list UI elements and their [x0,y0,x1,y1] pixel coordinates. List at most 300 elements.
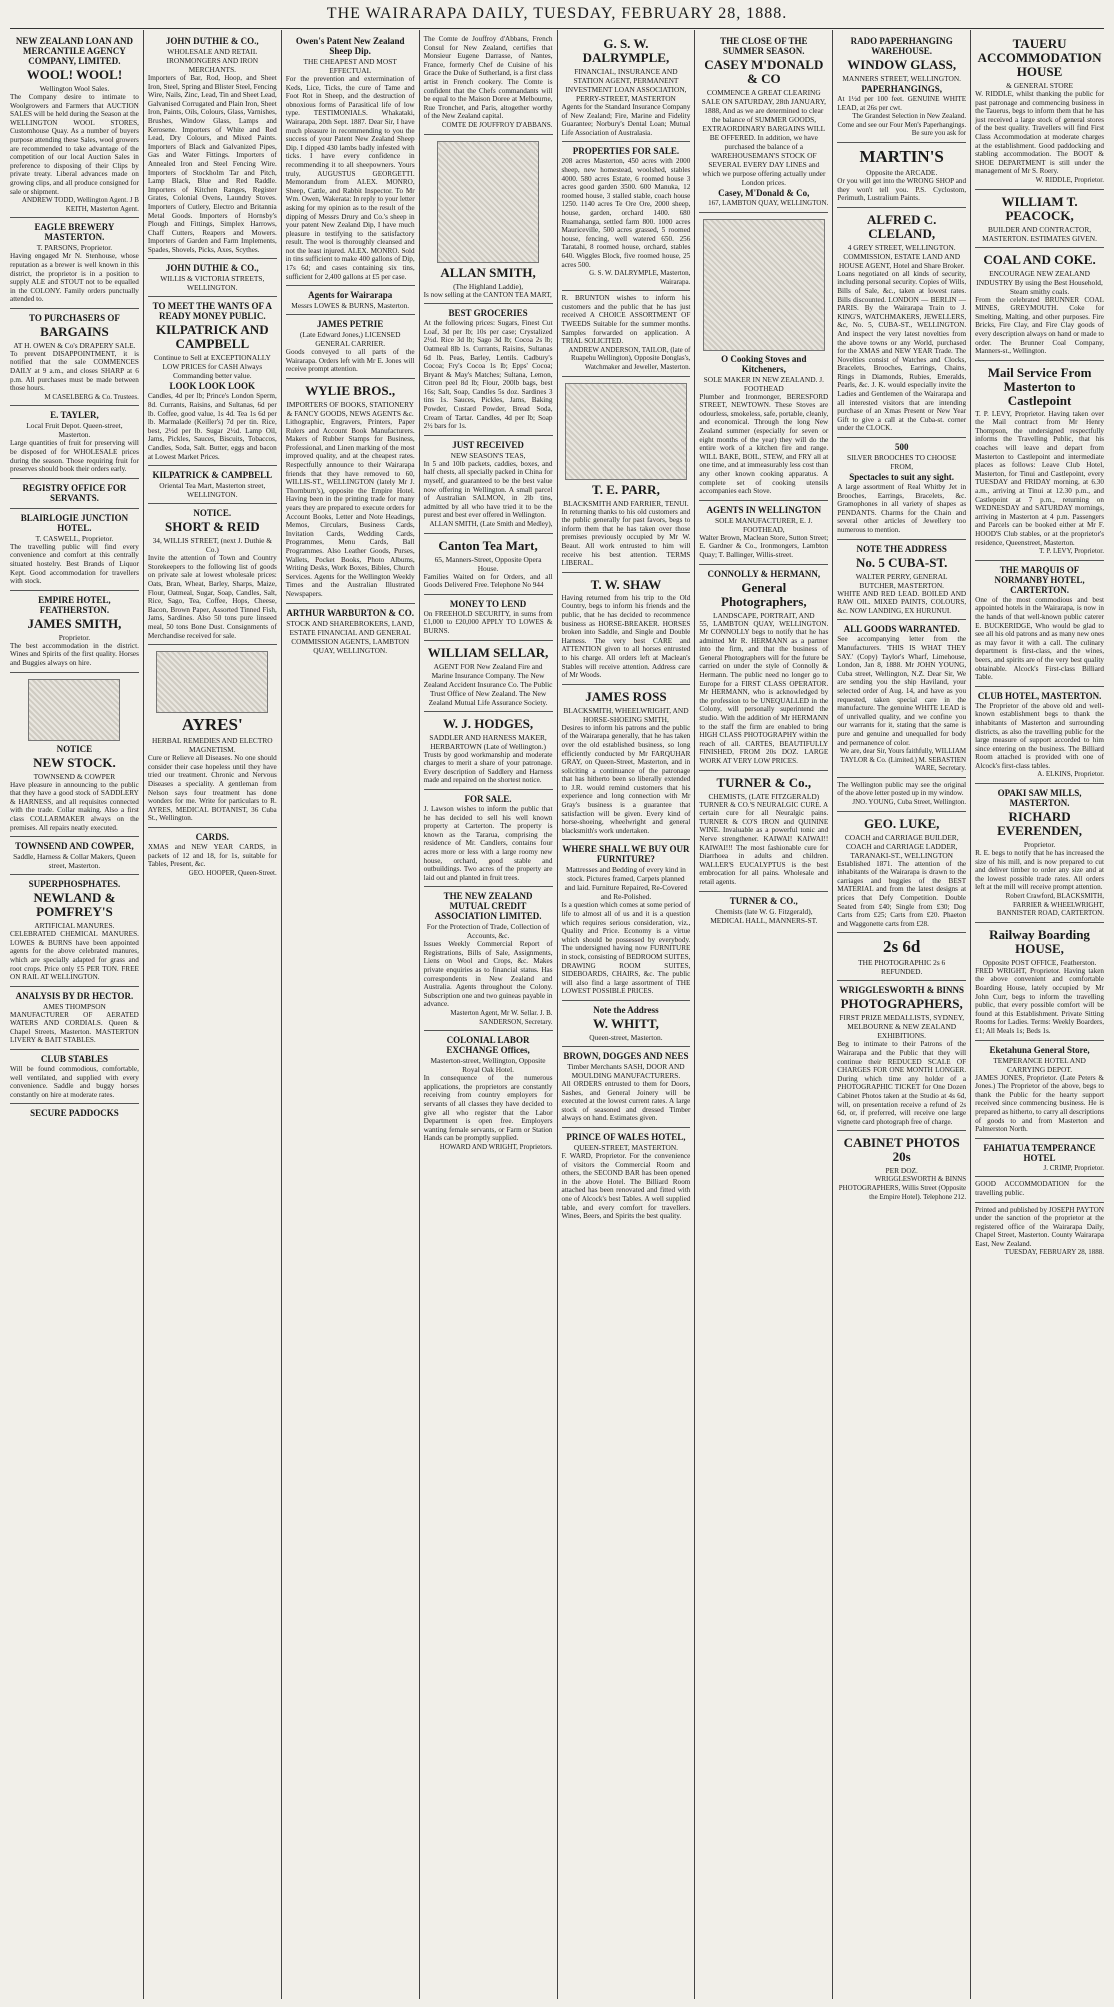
ad-subtitle: 65, Manners-Street, Opposite Opera House. [434,554,542,573]
ad-body: Large quantities of fruit for preserving will be disposed of for WHOLESALE prices during the season. Those requiring fruit for preserves should book their orders early. [10,439,139,474]
advertisement [286,286,415,315]
ad-subtitle: PER DOZ. [885,1166,918,1176]
ad-body: Plumber and Ironmonger, BERESFORD STREET, NEWTOWN. These Stoves are odourless, smokeless, safe, portable, cleanly, and economical. Through the long New Zealand summer (especially for seven or eight months of the year) they will do the entire work of a kitchen fire and range. WILL BAKE, BOIL, STEW, and FRY all at one time, and at immeasurably less cost than any other known cooking apparatus. A complete set of cooking utensils accompanies each Stove. [699,392,829,496]
ad-subtitle: Masterton-street, Wellington, Opposite Royal Oak Hotel. [430,1056,546,1075]
advertisement [10,837,139,875]
advertisement [562,840,691,1001]
advertisement [837,208,966,438]
ad-signature: The Grandest Selection in New Zealand. Come and see our Four Men's Paperhangings. Be sure you ask for [837,112,967,138]
advertisement [837,981,966,1131]
ad-body: Is a question which comes at some period of life to almost all of us and it is a question which requires serious consideration, viz., Quality and Price. Economy is a virtue which should be possessed by everybody. The undersigned having now FURNITURE in stock, consisting of BEDROOM SUITES, DRAWING ROOM SUITES, SIDEBOARDS, CHAIRS, &c. The public will also find a large assortment of THE LOWEST POSSIBLE PRICES. [561,901,691,996]
ad-body: The Comte de Jouffroy d'Abbans, French Consul for New Zealand, certifies that Monsieur Eugene Darrasse, of Nantes, France, formerly Chef de Cuisine of his Grace the Duke of Sutherland, is a first class artist in French cookery. The Comte is confident that the Chefs commandants will be equal to the Maison Doree at Melbourne, Rue Tronchet, and Paris, altogether worthy of the New Zealand capital. [423,35,553,121]
ad-heading: PRINCE OF WALES HOTEL, [566,1131,686,1142]
advertisement [424,1031,553,1155]
advertisement [837,540,966,621]
advertisement [10,1104,139,1123]
ad-body: Beg to intimate to their Patrons of the Wairarapa and the Public that they will continue their REDUCED SCALE OF CHARGES FOR ONE MONTH LONGER. During which time any holder of a PHOTOGRAPHIC TICKET for One Dozen Cabinet Photos taken at the Studio at 4s 6d, will, on presentation receive a refund of 2s 6d, or, if preferred, will receive one large vignette card photograph free of charge. [837,1040,967,1126]
ad-heading: CONNOLLY & HERMANN, [707,568,821,579]
ad-heading: JUST RECEIVED [452,439,524,450]
ad-heading: CLUB HOTEL, MASTERTON. [977,690,1102,701]
advertisement [562,1047,691,1128]
advertisement [148,645,277,828]
ad-title: COAL AND COKE. [983,251,1096,267]
advertisement [424,641,553,712]
advertisement [562,1128,691,1225]
ad-body: Goods conveyed to all parts of the Wairarapa. Orders left with Mr E. Jones will receive prompt attention. [285,348,415,374]
ad-subtitle: THE CHEAPEST AND MOST EFFECTUAL [303,57,397,75]
ad-title: T. E. PARR, [592,481,660,497]
ad-heading: SECURE PADDOCKS [30,1108,119,1119]
ad-subtitle: ARTIFICIAL MANURES. [34,921,115,931]
advertisement [562,377,691,573]
column-8 [971,30,1108,1999]
advertisement [837,143,966,208]
advertisement [148,32,277,259]
advertisement [562,573,691,685]
ad-body: GOOD ACCOMMODATION for the travelling public. [975,1180,1104,1197]
advertisement [837,438,966,540]
ad-title: GEO. LUKE, [863,815,940,831]
ad-signature: ANDREW ANDERSON, TAILOR, (late of Ruapehu Wellington), Opposite Donglas's, Watchmaker and Jeweller, Masterton. [568,345,691,372]
ad-heading: THE MARQUIS OF NORMANBY HOTEL, CARTERTON. [994,564,1085,595]
ad-title: ALLAN SMITH, [440,264,536,280]
ad-signature: G. S. W. DALRYMPLE, Masterton, Wairarapa. [589,269,691,286]
ad-subtitle: 4 GREY STREET, WELLINGTON. COMMISSION, ESTATE LAND AND HOUSE AGENT, Hotel and Share Broker. [838,242,965,270]
ad-title: KILPATRICK AND CAMPBELL [156,322,269,352]
advertisement [975,32,1104,190]
ad-body: F. WARD, Proprietor. For the convenience of visitors the Commercial Room and others, the SECOND BAR has been opened in the above Hotel. The Billiard Room attached has been renovated and fitted with one of Alcock's best Tables. A well supplied table, and every comfort for travellers. Wines, Beers, and Spirits the best quality. [561,1151,691,1221]
ad-heading: Agents for Wairarapa [308,290,393,301]
advertisement [699,892,828,929]
ad-heading: COLONIAL LABOR EXCHANGE Offices, [446,1035,530,1056]
ad-subtitle: IMPORTERS OF BOOKS, STATIONERY & FANCY GOODS, NEWS AGENTS &c. [286,400,414,419]
ad-title: TAUERU ACCOMMODATION HOUSE [977,36,1102,79]
ad-body: On FREEHOLD SECURITY, in sums from £1,000 to £20,000 APPLY TO LOWES & BURNS. [423,609,553,635]
ad-subtitle: Opposite the ARCADE. [866,167,938,177]
ad-title: RICHARD EVERENDEN, [997,809,1082,839]
advertisement [10,875,139,987]
ad-body: The Company desire to intimate to Woolgrowers and Farmers that AUCTION SALES will be held during the Season at the WELLINGTON WOOL STORES, Customhouse Quay. As a number of buyers purpose attending these Sales, wool growers are recommended to take advantage of the competition of our local Auction Sales in preference to disposing of their Clips by private treaty. Liberal advances made on growing clips, and all produce consigned for sale or shipment. [10,93,139,196]
advertisement [424,534,553,595]
advertisement [699,771,828,892]
advertisement [424,790,553,887]
masthead: THE WAIRARAPA DAILY, TUESDAY, FEBRUARY 28, 1888. [10,0,1104,29]
advertisement [562,685,691,841]
advertisement [424,436,553,534]
advertisement [286,32,415,286]
ad-body: JAMES JONES, Proprietor. (Late Peters & Jones.) The Proprietor of the above, begs to thank the Public for the hearty support received since commencing business. He is prepared as hitherto, to carry all descriptions of goods to and from Masterton and Palmerston North. [975,1073,1104,1134]
ad-body: 208 acres Masterton, 450 acres with 2000 sheep, new homestead, woolshed, stables 4000. 580 acres Estate, 6 roomed house 3 acres good garden 3500. 600 Manuka, 12 roomed house, 3 stalled stable, coach house 1250. 1140 acres Te Ore Ore, 2000 sheep, house, garden, orchard 1400. 680 Ruamahanga, settled farm 800. 1000 acres Mauriceville, 500 acres grassed, 5 roomed house, fencing, well watered 650. 256 Taratahi, 8 roomed house, orchard, stables 640. Wiggles Block, five roomed house, 25 acres 500. [561,157,691,269]
ad-heading: JOHN DUTHIE & CO., [165,36,259,46]
advertisement [562,142,691,291]
ad-subtitle: Messrs LOWES & BURNS, Masterton. [291,301,410,311]
advertisement [10,509,139,591]
ad-subtitle: ENCOURAGE NEW ZEALAND INDUSTRY By using the Best Household, Steam smithy coals. [976,268,1103,296]
ad-signature: ALLAN SMITH, (Late Smith and Medley), [429,520,553,528]
ad-signature: 167, LAMBTON QUAY, WELLINGTON. [708,199,829,207]
ad-heading: BEST GROCERIES [448,308,528,319]
ad-body: All ORDERS entrusted to them for Doors, Sashes, and General Joinery will be executed at the lowest current rates. A large stock of seasoned and dressed Timber always on hand. Estimates given. [561,1079,691,1123]
ad-subtitle: QUEEN-STREET, MASTERTON. [573,1142,679,1152]
ad-title: WILLIAM T. PEACOCK, [1001,193,1078,223]
ad-signature: Masterton Agent, Mr W. Sellar. J. B. SANDERSON, Secretary. [450,1009,553,1026]
portrait-illustration [437,141,539,263]
ad-display-title: AYRES' [181,715,243,735]
advertisement [148,504,277,645]
advertisement [699,32,828,213]
ad-heading: AGENTS IN WELLINGTON [706,504,822,515]
ad-title: CASEY M'DONALD & CO [704,57,824,86]
ad-subtitle: CHEMISTS, (LATE FITZGERALD) [708,791,820,801]
ad-subtitle: T. CASWELL, Proprietor. [35,533,114,543]
ad-title: SHORT & REID [164,519,260,535]
ad-body: R. BRUNTON wishes to inform his customers and the public that he has just received A CHOICE ASSORTMENT OF TWEEDS Suitable for the summer months. Samples forwarded on application. A TRIAL SOLICITED. [561,294,691,346]
ad-title: T. W. SHAW [590,576,662,592]
ad-subtitle: Opposite POST OFFICE, Featherston. [982,957,1097,967]
ad-body: In 5 and 10lb packets, caddies, boxes, and half chests, all specially packed in China for myself, and guaranteed to be the best value now offering in Wellington. A small parcel of Australian SALMON, in 2lb tins, admitted by all who have tried it to be the purest and best ever offered in Wellington. [423,459,553,520]
ad-title: Mail Service From Masterton to Castlepoint [987,364,1092,408]
ad-signature: Robert Crawford, BLACKSMITH, FARRIER & WHEELWRIGHT, BANNISTER ROAD, CARTERTON. [996,892,1104,918]
ad-subtitle: & GENERAL STORE [1006,81,1074,90]
ad-heading: NOTICE [56,743,93,754]
ad-subtitle: STOCK AND SHAREBROKERS, LAND, ESTATE FINANCIAL AND GENERAL COMMISSION AGENTS, LAMBTON QUAY, WELLINGTON. [286,618,415,655]
ad-title: WOOL! WOOL! [26,67,123,82]
advertisement [562,1001,691,1047]
ad-body: Families Waited on for Orders, and all Goods Delivered Free. Telephone No 944 [423,572,553,590]
ad-title: No. 5 CUBA-ST. [855,554,948,570]
ad-body: FRED WRIGHT, Proprietor. Having taken the above convenient and comfortable Boarding House, lately occupied by Mr John Curr, begs to inform the travelling public, that every possible comfort will be found at this Establishment. Private Sitting Rooms for Ladies. Terms: Weekly Boarders, £1; All Meals 1s; Beds 1s. [975,966,1104,1035]
ad-heading: REGISTRY OFFICE FOR SERVANTS. [22,482,127,503]
ad-heading: THE NEW ZEALAND MUTUAL CREDIT ASSOCIATION LIMITED. [434,891,542,922]
advertisement [562,32,691,142]
ad-heading: FAHIATUA TEMPERANCE HOTEL [983,1142,1096,1163]
ad-heading: WRIGGLESWORTH & BINNS [839,985,965,996]
ad-title: JAMES SMITH, [27,615,122,631]
ad-heading: BROWN, DOGGES AND NEES [563,1050,689,1061]
column-5 [558,30,696,1999]
advertisement [975,561,1104,687]
saddle-illustration [28,679,120,741]
ad-subheading: LOOK LOOK LOOK [169,381,256,392]
ad-body: The best accommodation in the district. Wines and Spirits of the first quality. Horses and Buggies always on hire. [10,641,139,667]
ad-body: Trusts by good workmanship and moderate charges to merit a share of your patronage. Every description of Saddlery and Harness made and repaired on the shortest notice. [423,750,553,785]
ad-body: MANUFACTURER OF AERATED WATERS AND CORDIALS. Queen & Chapel Streets, Masterton. MASTERTON LIVERY & BAIT STABLES. [10,1010,139,1045]
ad-body: Have pleasure in announcing to the public that they have a good stock of SADDLERY & HARNESS, and all requisites connected with the trade. Collar making. Also a first class COLLARMAKER always on the premises. All repairs neatly executed. [10,780,139,832]
ad-heading: O Cooking Stoves and Kitcheners, [721,353,807,374]
ad-title: BARGAINS [40,323,109,339]
ad-body: Importers of Bar, Rod, Hoop, and Sheet Iron, Steel, Spring and Blister Steel, Fencing Wire, Nails, Zinc, Lead, Tin and Sheet Lead, Galvanised Corrugated and Plain Iron, Sheet Iron, Paints, Oils, Colours, Glass, Varnishes, Brushes, Window Glass, Lamps and Kerosene. Importers of White and Red Lead, Dry Colours, and Mixed Paints. Importers of Black and Galvanized Pipes, Gas and Water Fittings. Importers of Annealed Iron and Steel Fencing Wire. Importers of Stockholm Tar and Pitch, Lamp Black, Blue and Red Raddle. Importers of Kitchen Ranges, Register Grates, Colonial Ovens, Laundry Stoves. Importers of Cutlery, Electro and Britannia Metal Goods. Importers of Hornsby's Plough and Fittings, Simplex Harrows, Chaff Cutters, Reapers and Mowers. Importers of Garden and Farm Implements, Spades, Shovels, Picks, Axes, Scythes. [147,74,277,254]
ad-heading: TURNER & CO., [729,895,798,906]
ad-body: In consequence of the numerous applications, the proprietors are constantly receiving from country employers for servants of all classes they have decided to give all who register that the Labor Department is open free. Employers wanting female servants, or Farm or Station Hands can be promptly supplied. [423,1074,553,1143]
advertisement [10,591,139,673]
ad-title: WYLIE BROS., [305,383,396,399]
ad-subtitle: Local Fruit Depot. Queen-street, Masterton. [26,421,123,440]
column-2 [144,30,282,1999]
ad-heading: Owen's Patent New Zealand Sheep Dip. [295,36,405,56]
advertisement [148,466,277,504]
ad-signature: A. ELKINS, Proprietor. [1037,770,1104,779]
advertisement [148,828,277,881]
ad-heading: TO MEET THE WANTS OF A READY MONEY PUBLIC. [152,301,272,322]
ad-body: Invite the attention of Town and Country Storekeepers to the following list of goods on private sale at lowest wholesale prices: Oats, Bran, Wheat, Barley, Sharps, Maize, Flour, Oatmeal, Sugar, Soap, Candles, Salt, Rice, Sago, Tea, Coffee, Hops, Cheese, Bacon, Brown Paper, Assorted Tinned Fish, Jams, Sardines. Also 50 tons pure linseed meal, 50 tons Bone Dust. Consignments of Merchandise received for sale. [147,554,277,640]
advertisement [10,218,139,309]
ad-title: Railway Boarding HOUSE, [989,926,1090,956]
ad-title: WILLIAM SELLAR, [427,644,549,660]
advertisement [975,248,1104,361]
advertisement [10,987,139,1050]
horseshoe-illustration [565,383,687,480]
advertisement [975,1203,1104,1262]
ad-body: Established 1871. The attention of the inhabitants of the Wairarapa is drawn to the carriages and buggies of the BEST MATERIAL and from the latest designs at prices that Defy Competition. Double Seated from £40; Single from £30; Dog Carts from £25; Carts from £20. Phaeton and Waggonette carts from £28. [837,859,967,928]
ad-heading: EMPIRE HOTEL, FEATHERSTON. [38,594,111,615]
ad-title: W. WHITT, [593,1015,659,1031]
ad-heading: TO PURCHASERS OF [29,312,120,323]
ad-signature: We are, dear Sir, Yours faithfully, WILLIAM TAYLOR & Co. (Limited.) M. SEBASTIEN WARE, Secretary. [840,747,967,773]
ad-subheading: PAPERHANGINGS, [861,84,942,94]
ad-body: Desires to inform his patrons and the public of the Wairarapa generally, that he has taken over the old established business, so long efficiently conducted by Mr FARQUHAR GRAY, on Queen-Street, Masterton, and in soliciting a continuance of the patronage that has hitherto been so liberally extended to J.R. would remind customers that his experience and long connection with Mr Gray's business is a guarantee that satisfaction will be given. Every kind of horse-shoeing, wheelwright and general blacksmith's work undertaken. [561,723,691,835]
ad-signature: ANDREW TODD, Wellington Agent. J B KEITH, Masterton Agent. [21,196,139,213]
advertisement [286,379,415,603]
advertisement [10,309,139,407]
ad-title: W. J. HODGES, [442,715,534,731]
ad-body: W. RIDDLE, whilst thanking the public for past patronage and commencing business in the Tauerus, begs to inform them that he has just received a large stock of general stores of the best quality. Travellers will find First Class Accommodation at moderate charges at the establishment. Good paddocking and stabling accommodation. The BOOT & SHOE DEPARTMENT is still under the management of Mr S. Roery. [975,90,1104,176]
ad-subtitle: WHOLESALE AND RETAIL IRONMONGERS AND IRON MERCHANTS. [166,47,259,74]
advertisement [286,315,415,379]
ad-signature: COMTE DE JOUFFROY D'ABBANS. [441,120,553,129]
ad-body: Having returned from his trip to the Old Country, begs to inform his friends and the public, that he has decided to recommence business as HORSE-BREAKER. HORSES broken into Saddle, and Single and Double Harness. The very best CARE and ATTENTION given to all horses entrusted to his charge. All orders left at Maclean's Stables will receive attention. Address care of Mr Woods. [561,593,691,680]
ad-subtitle: THE PHOTOGRAPHIC 2s 6 REFUNDED. [858,958,946,977]
ad-subtitle: Wellington Wool Sales. [39,84,110,93]
ad-heading: NEW ZEALAND LOAN AND MERCANTILE AGENCY COMPANY, LIMITED. [15,36,133,66]
ad-subtitle: Saddle, Harness & Collar Makers, Queen street, Masterton. [13,852,136,871]
ad-heading: SUPERPHOSPHATES. [28,879,121,890]
ad-heading: JOHN DUTHIE & CO., [165,263,259,274]
ad-body: Or you will get into the WRONG SHOP and they won't tell you. P.S. Cyclostom, Perimuth, Lustralium Paints. [837,176,967,203]
ad-body: CELEBRATED CHEMICAL MANURES. LOWES & BURNS have been appointed agents for the above celebrated manures, which are specially adapted for grass and root crops. Price only £5 PER TON. FREE ON RAIL AT WELLINGTON. [10,930,139,982]
ad-display-title: 2s 6d [883,937,921,957]
ayres-illustration [156,651,268,713]
advertisement [975,1177,1104,1202]
ad-subtitle: TEMPERANCE HOTEL AND CARRYING DEPOT. [993,1055,1086,1074]
advertisement [424,32,553,135]
ad-heading: 500 [894,442,909,453]
advertisement [837,620,966,778]
ad-subtitle: COMMENCE A GREAT CLEARING SALE ON SATURDAY, 28th JANUARY, 1888, And as we are determined to clear the balance of SUMMER GOODS, EXTRAORDINARY BARGAINS WILL BE OFFERED. In addition, we have purchased the balance of a WAREHOUSEMAN'S STOCK OF SEVERAL EVERY DAY LINES and which we purpose offering actually under London prices. [701,88,826,187]
ad-body: At the following prices: Sugars, Finest Cut Loaf, 3d per lb; 10s per case; Crystalized 2½d. Rice 3d lb; Sago 3d lb; Cocoa 2s lb; Oatmeal 8lb 1s. Currants, Raisins, Sultanas 6d lb. Peas, Barley, Lentils. Cadbury's Cocoa; Fry's Cocoa 1s lb; Epps' Cocoa; Bryant & May's Matches; Sultana, Lemon, Citron peel 8d lb; Flour, 200lb bags, best 16s; Salt, Soap, Candles 5s doz. Sardines 3 tins 1s. Sauces, Pickles, Jams, Baking Powder, Custard Powder, Bread Soda, Cream of Tartar. Candles, 4d per lb; Soap 2½ bars for 1s. [423,319,553,431]
advertisement [837,778,966,812]
advertisement [699,501,828,565]
ad-body: Candles, 4d per lb; Prince's London Sperm, 8d. Currants, Raisins, and Sultanas, 6d per lb. Coffee, good value, 1s 4d. Tea 1s 6d per lb. Marmalade (Keiller's) 7d per tin. Rice, best, 2½d per lb. Sugar 2½d. Lamp Oil, Jams, Pickles, Sauces, Biscuits, Tobaccos, Candles, Soda, Salt. Butter, eggs and bacon at Lowest Market Prices. [147,392,277,461]
ad-subtitle: 34, WILLIS STREET, (next J. Duthie & Co.) [152,536,273,555]
ad-subtitle: SILVER BROOCHES TO CHOOSE FROM, [847,453,957,472]
ad-body: Agents for the Standard Insurance Company of New Zealand; Fire, Marine and Fidelity Guarantee; Norbury's Dental Loan; Mutual Life Association of Australasia. [561,103,691,137]
ad-heading: FOR SALE. [464,793,512,804]
advertisement [148,297,277,466]
ad-heading: TOWNSEND AND COWPER, [15,841,134,852]
advertisement [975,361,1104,561]
advertisement [10,673,139,838]
ad-signature: WRIGGLESWORTH & BINNS PHOTOGRAPHERS, Willis Street (Opposite the Empire Hotel). Telephone 212. [838,1175,967,1201]
ad-body: A large assortment of Real Whitby Jet in Brooches, Earrings, Bracelets, &c. Gramophones in all variety of shapes as PENDANTS. Charms for the Chain and several other articles of Jewellery too numerous to mention. [837,483,967,534]
ad-subtitle: Proprietor. [58,632,91,642]
ad-body: Printed and published by JOSEPH PAYTON under the sanction of the proprietor at the registered office of the Wairarapa Daily, Chapel Street, Masterton. County Wairarapa East, New Zealand. [975,1205,1104,1248]
ad-heading: Note the Address [593,1004,659,1015]
ad-subtitle: COACH and CARRIAGE BUILDER, COACH and CARRIAGE LADDER, TARANAKI-ST., WELLINGTON [844,832,959,860]
advertisement [424,595,553,641]
ad-subheading: Spectacles to suit any sight. [849,472,955,483]
ad-heading: RADO PAPERHANGING WAREHOUSE. [850,36,953,56]
advertisement [424,887,553,1031]
stove-illustration [703,219,825,351]
ad-heading: NOTE THE ADDRESS [856,543,947,554]
ad-signature: HOWARD AND WRIGHT, Proprietors. [439,1142,553,1151]
ad-title: NEW STOCK. [33,754,116,770]
advertisement [699,565,828,771]
advertisement [562,291,691,376]
advertisement [975,1139,1104,1178]
ad-subtitle: AT H. OWEN & Co's DRAPERY SALE. [13,340,136,350]
ad-heading: EAGLE BREWERY MASTERTON. [34,222,115,243]
ad-body: Lithographic, Engravers, Printers, Paper Rulers and Account Book Manufacturers. Makers of Rubber Stamps for Business, Professional, and Linen marking of the most improved quality, and at the cheapest rates. Respectfully announce to their Wairarapa friends that they have removed to 60, WILLIS-ST., WELLINGTON (lately Mr J. Thornburn's), opposite the Empire Hotel. Having been in the printing trade for many years they are prepared to execute orders for Account Books, Letter and Note Headings, Memos, Circulars, Business Cards, Invitation Cards, Wedding Cards, Programmes, Menu Cards, Ball Programmes. Also Leather Goods, Purses, Wallets, Pocket Books, Photo Albums, Writing Desks, Work Boxes, Bibles, Church Services. Agents for the Wellington Weekly Times and the Australian Illustrated Newspapers. [285,418,415,598]
ad-title: TURNER & Co., [716,774,812,790]
ad-body: From the celebrated BRUNNER COAL MINES, GREYMOUTH. Coke for Smelting, Malting, and other purposes. Fire Bricks, Fire Clay, and Fire Clay goods of every description always on hand or made to order. The Brunner Coal Company, Manners-st., Wellington. [975,295,1104,356]
ad-subtitle: MANNERS STREET, WELLINGTON. [842,74,962,83]
advertisement [10,32,139,218]
columns-container [6,30,1108,1999]
ad-heading: WHERE SHALL WE BUY OUR FURNITURE? [562,844,690,865]
advertisement [10,479,139,509]
ad-heading: Eketahuna General Store, [989,1044,1090,1055]
column-4 [420,30,558,1999]
ad-subtitle: BLACKSMITH AND FARRIER, TENUI. [563,498,689,508]
ad-subtitle: For the Protection of Trade, Collection of Accounts, &c. [426,922,550,941]
ad-body: See accompanying letter from the Manufacturers. 'THIS IS WHAT THEY SAY.' (Copy) Taylor's Wharf, Limehouse, London, Jan 8, 1888. Mr JOHN YOUNG, Cuba street, Wellington, N.Z. Dear Sir, We are sending you the ship Haviland, your selected order of Aug. 14, and have as you requested, taken special care in the manufacture. The genuine WHITE LEAD is of unrivalled quality, and we confine you our warrants for it, stating that the same is pure and genuine and unequalled for body and permanence of color. [837,635,967,747]
ad-heading: BLAIRLOGIE JUNCTION HOTEL. [20,512,129,533]
ad-subtitle: Oriental Tea Mart, Masterton street, WELLINGTON. [159,481,266,500]
advertisement [975,784,1104,923]
ad-body: T. P. LEVY, Proprietor. Having taken over the Mail contract from Mr Henry Thompson, the undersigned respectfully informs the Travelling Public, that his coaches will leave and depart from Masterton to Castlepoint and intermediate places as follows: Leave Club Hotel, Masterton, for Tinui and Castlepoint, every TUESDAY and FRIDAY morning, at 6.30 a.m., arriving at Tinui at 12.30 p.m., and Castlepoint at 7 p.m., returning on WEDNESDAY and SATURDAY mornings, arriving in Masterton at 4 p.m. Passengers and Parcels can be booked either at Mr F. HOOD'S Club stables, or at the proprietor's residence, Queenstreet, Masterton. [975,409,1104,547]
column-3 [282,30,420,1999]
ad-body: Issues Weekly Commercial Report of Registrations, Bills of Sale, Assignments, Liens on Wool and Crops, &c. Makes private enquiries as to financial status. Has correspondents in New Zealand and Australia. Agents throughout the Colony. Subscription one and two guineas payable in advance. [423,940,553,1009]
ad-signature: GEO. HOOPER, Queen-Street. [188,868,277,877]
advertisement [837,812,966,934]
ad-heading: ANALYSIS BY DR HECTOR. [15,990,134,1001]
ad-heading: E. TAYLER, [50,410,99,421]
ad-subtitle: TOWNSEND & COWPER [33,771,116,781]
ad-heading: MONEY TO LEND [449,598,527,609]
ad-signature: W. RIDDLE, Proprietor. [1035,175,1104,184]
ad-subtitle: SADDLER AND HARNESS MAKER, HERBARTOWN (Late of Wellington.) [429,732,547,751]
ad-body: The Wellington public may see the original of the above letter posted up in my window. [837,780,967,798]
ad-body: 55, LAMBTON QUAY, WELLINGTON. Mr CONNOLLY begs to notify that he has admitted Mr R. HERMANN as a partner into the firm, and that the business of General Photographers will for the future be carried on under the style of Connolly & Hermann. The public need no longer go to Europe for a FIRST CLASS OPERATOR. Mr HERMANN, who is acknowledged by the profession to be UNEQUALLED in the Colony, will personally superintend the studio. With the addition of Mr HERMANN to the staff the firm are enabled to bring HIGH CLASS PHOTOGRAPHY within the reach of all. CARTES, BEAUTIFULLY FINISHED, FROM 20s DOZ. LARGE WORK AT VERY LOW PRICES. [699,619,829,765]
advertisement [975,687,1104,784]
ad-body: XMAS and NEW YEAR CARDS, in packets of 12 and 18, for 1s, suitable for Tables, Present, &c. [147,842,277,869]
ad-body: For the prevention and extermination of Keds, Lice, Ticks, the cure of Tame and Foot Rot in Sheep, and the destruction of obnoxious forms of Parasitical life of low type. TESTIMONIALS. Whakataki, Wairarapa, 20th Sept. 1887. Dear Sir, I have much pleasure in recommending to you the success of your Patent New Zealand Sheep Dip. I dipped 430 lambs badly infested with ticks. I have every confidence in recommending it to all sheepowners. Yours truly, AUGUSTUS GEORGETTI. Memorandum from ALEX. MONRO, Sheep, Cattle, and Rabbit Inspector. To Mr Wm. Owen, Wakerata: In reply to your letter asking for my opinion as to the result of the dipping of Messrs Drury and Co.'s sheep in your patent New Zealand Dip, I have much pleasure in testifying to the satisfactory result. The wool is thoroughly cleansed and not the least injured. ALEX. MONRO. Sold in tins sufficient to make 400 gallons of Dip, 17s 6d; and cases containing six tins, sufficient for 2,400 gallons at £5 per case. [285,75,415,281]
ad-subtitle: Queen-street, Masterton. [589,1032,663,1042]
ad-subtitle: WALTER PERRY, GENERAL BUTCHER, MASTERTON. [855,571,948,590]
advertisement [837,1131,966,1205]
advertisement [975,923,1104,1041]
ad-title: General Photographers, [721,579,807,609]
column-1 [6,30,144,1999]
ad-heading: THE CLOSE OF THE SUMMER SEASON. [720,36,808,56]
advertisement [975,1041,1104,1139]
ad-heading: CARDS. [195,831,229,842]
ad-body: Loans negotiated on all kinds of security, including personal security. Copies of Wills, Bills of Sale, &c., taken at lowest rates. Bills discounted. LONDON — BERLIN — PARIS. By the Wairarapa Train to J. KING'S, WATCHMAKERS, JEWELLERS, &c, No. 5, CUBA-ST., WELLINGTON. And inspect the very latest novelties from the above towns or any World, purchased for the XMAS and NEW YEAR Trade. The Novelties consist of Watches and Clocks, Bracelets, Brooches, Earrings, Chains, Rings in Diamonds, Rubies, Emeralds, Pearls, &c. J. K. would especially invite the Ladies and Gentlemen of the Wairarapa and all interested visitors that are intending purchase of an Xmas Present or New Year Gift to give a call at the Cuba-st. corner under the CLOCK. [837,269,967,433]
ad-display-title: MARTIN'S [859,146,944,166]
ad-body: Walter Brown, Maclean Store, Sutton Street; E. Gardner & Co., Ironmongers, Lambton Quay; T. Ballinger, Willis-street. [699,533,829,559]
ad-body: The travelling public will find every convenience and comfort at this centrally situated hostelry. Best Brands of Liquor Kept. Good accommodation for travellers with stock. [10,542,139,586]
ad-subtitle: BUILDER AND CONTRACTOR, MASTERTON. ESTIMATES GIVEN. [982,224,1097,243]
ad-body: In returning thanks to his old customers and the public generally for past favors, begs to inform them that he has taken over those premises previously occupied by Mr W. Beaut. All work entrusted to him will receive his best attention. TERMS LIBERAL. [561,507,691,568]
ad-subtitle: FIRST PRIZE MEDALLISTS, SYDNEY, MELBOURNE & NEW ZEALAND EXHIBITIONS. [839,1013,965,1041]
ad-heading: ALL GOODS WARRANTED. [843,624,960,635]
ad-body: R. E. begs to notify that he has increased the size of his mill, and is now prepared to cut and deliver timber to order any size and at the lowest possible trade rates. All orders left at the mill will receive prompt attention. [975,849,1104,892]
ad-subtitle: Mattresses and Bedding of every kind in stock. Pictures framed, Carpets planned and laid. Furniture Repaired, Re-Covered and Re-Polished. [564,865,688,902]
ad-body: To prevent DISAPPOINTMENT, it is notified that the sale COMMENCES DAILY at 9 a.m., and closes SHARP at 6 p.m. All purchases must be made between those hours. [10,349,139,393]
ad-heading: NOTICE. [193,508,232,519]
ad-heading: KILPATRICK & CAMPBELL [152,470,273,481]
advertisement [424,712,553,790]
advertisement [975,190,1104,248]
ad-subtitle: AGENT FOR New Zealand Fire and Marine Insurance Company. The New Zealand Accident Insurance Co. The Public Trust Office of New Zealand. The New Zealand Mutual Life Assurance Society. [423,661,553,707]
ad-signature: T. P. LEVY, Proprietor. [1039,547,1104,556]
ad-subtitle: Chemists (late W. G. Fitzgerald), MEDICAL HALL, MANNERS-ST. [710,906,818,925]
ad-signature: TUESDAY, FEBRUARY 28, 1888. [1004,1248,1104,1257]
ad-title: PHOTOGRAPHERS, [840,996,963,1012]
ad-subtitle: AMES THOMPSON [42,1001,106,1011]
column-7 [833,30,971,1999]
advertisement [837,32,966,143]
advertisement [424,304,553,436]
ad-heading: PROPERTIES FOR SALE. [572,146,680,157]
ad-body: J. Lawson wishes to inform the public that he has decided to sell his well known property at Carterton. The property is known as the Tararua, comprising the residence of Mr. Candlers, contains four acres more or less with a large roomy new house, orchard, good stable and outbuildings. Two acres of the property are laid out and planted in fruit trees. [423,804,553,882]
ad-body: One of the most commodious and best appointed hotels in the Wairarapa, is now in the hands of that well-known public caterer E. BUCKERIDGE, Who would be glad to see all his old patrons and as many new ones as may favor it with a call. The culinary department is first-class, and the wines, beers, and spirits are of the very best quality obtainable. Alcock's First-class Billiard Table. [975,595,1104,682]
ad-body: Cure or Relieve all Diseases. No one should consider their case hopeless until they have tried our treatment. Chronic and Nervous Diseases a speciality. A gentleman from Nelson says four treatment has done wonders for me. Write for particulars to R. AYRES, MEDICAL BOTANIST, 36 Cuba St., Wellington. [147,754,277,823]
ad-signature: JNO. YOUNG, Cuba Street, Wellington. [852,798,967,807]
advertisement [148,259,277,297]
ad-subtitle: HERBAL REMEDIES AND ELECTRO MAGNETISM. [151,736,273,755]
ad-subtitle: WILLIS & VICTORIA STREETS, WELLINGTON. [160,274,265,293]
ad-title: NEWLAND & POMFREY'S [33,890,116,920]
ad-heading: CLUB STABLES [40,1054,108,1065]
ad-subtitle: Proprietor. [1023,840,1056,850]
ad-body: Having engaged Mr N. Stenhouse, whose reputation as a brewer is well known in this district, the proprietor is in a position to supply ALE and STOUT not to be equalled in the COLONY. Family orders punctually attended to. [10,252,139,304]
ad-subtitle: Continue to Sell at EXCEPTIONALLY LOW PRICES for CASH Always Commanding better value. [153,353,271,381]
ad-subtitle: (Late Edward Jones,) LICENSED GENERAL CARRIER. [299,330,401,349]
ad-title: CABINET PHOTOS 20s [843,1135,960,1165]
advertisement [837,933,966,981]
ad-body: Will be found commodious, comfortable, well ventilated, and supplied with every convenience. Saddle and buggy horses constantly on hire at moderate rates. [10,1065,139,1099]
ad-signature: J. CRIMP, Proprietor. [1043,1163,1104,1172]
advertisement [286,604,415,659]
ad-subtitle: Timber Merchants SASH, DOOR AND MOULDING MANUFACTURERS. [567,1061,685,1080]
ad-heading: OPAKI SAW MILLS, MASTERTON. [997,788,1082,809]
ad-subtitle: FINANCIAL, INSURANCE AND STATION AGENT, PERMANENT INVESTMENT LOAN ASSOCIATION, PERRY-STREET, MASTERTON [565,67,687,103]
column-6 [695,30,833,1999]
advertisement [424,135,553,305]
advertisement [699,213,828,501]
ad-title: Canton Tea Mart, [438,537,538,553]
ad-signature: M CASELBERG & Co. Trustees. [44,392,139,401]
ad-subtitle: LANDSCAPE, PORTRAIT, AND [712,610,815,620]
ad-title: JAMES ROSS [585,688,667,704]
advertisement [10,406,139,478]
ad-title: WINDOW GLASS, [847,57,957,72]
ad-subtitle: NEW SEASON'S TEAS, [450,450,526,460]
ad-subtitle: (The Highland Laddie), [453,281,524,291]
ad-body: At 1½d per 100 feet. GENUINE WHITE LEAD, at 26s per cwt. [837,95,967,112]
